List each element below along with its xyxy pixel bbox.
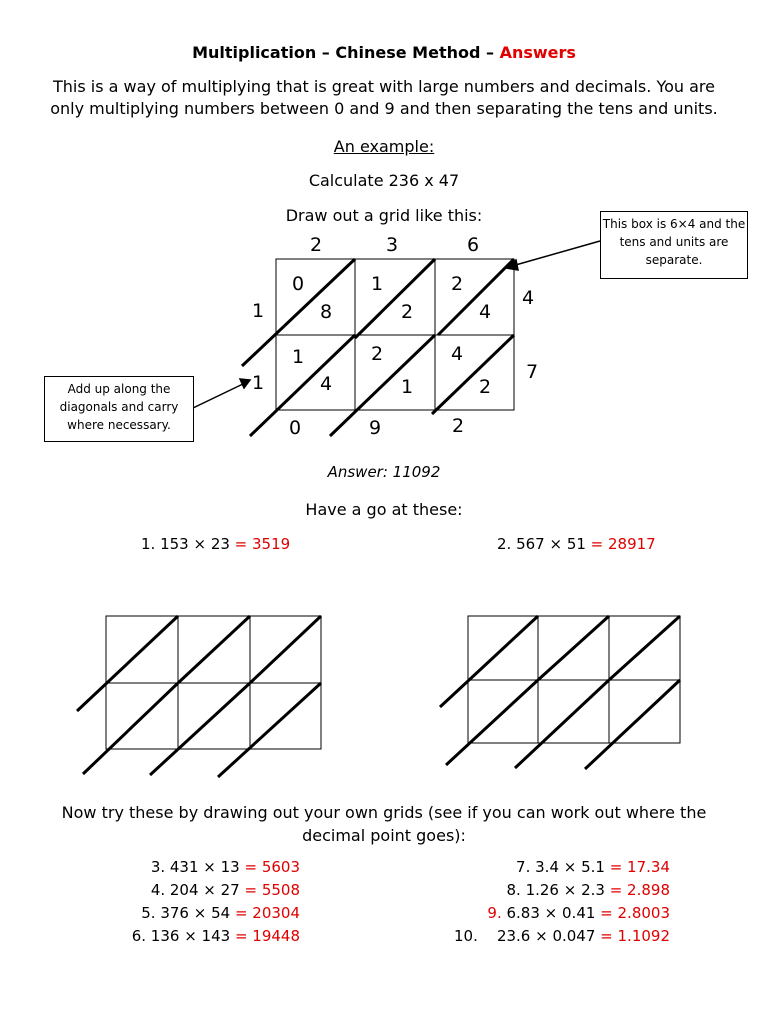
question-text: 6. 136 × 143 bbox=[131, 927, 235, 945]
question-answer: = 3519 bbox=[234, 535, 291, 553]
bottom-sum: 0 bbox=[288, 417, 302, 439]
question-item bbox=[430, 902, 670, 925]
question-text: 8. 1.26 × 2.3 bbox=[506, 881, 610, 899]
example-draw-instruction: Draw out a grid like this: bbox=[285, 206, 483, 225]
example-heading: An example: bbox=[333, 137, 435, 156]
have-a-go-heading: Have a go at these: bbox=[305, 500, 463, 519]
callout-arrow-right bbox=[512, 241, 600, 266]
diagonal-line bbox=[515, 680, 609, 768]
question-answer: = 20304 bbox=[234, 904, 300, 922]
arrowhead-icon bbox=[240, 379, 250, 388]
practice-grid-right bbox=[440, 616, 680, 769]
diagonal-line bbox=[355, 259, 435, 338]
cell-units: 8 bbox=[319, 301, 333, 323]
diagonal-line bbox=[432, 335, 514, 414]
top-digit: 2 bbox=[309, 234, 323, 256]
top-digit: 3 bbox=[385, 234, 399, 256]
callout-add-diagonals: Add up along the diagonals and carry where necessary. bbox=[44, 376, 194, 442]
question-item bbox=[430, 856, 670, 879]
question-item bbox=[60, 879, 300, 902]
diagonal-line bbox=[585, 680, 680, 769]
bottom-sum: 9 bbox=[368, 417, 382, 439]
title-answers: Answers bbox=[499, 43, 576, 62]
cell-units: 2 bbox=[400, 301, 414, 323]
question-item bbox=[60, 925, 300, 948]
question-number: 10. bbox=[454, 927, 478, 945]
diagonal-line bbox=[438, 259, 514, 335]
cell-tens: 2 bbox=[370, 343, 384, 365]
practice-grids bbox=[0, 600, 768, 790]
cell-tens: 1 bbox=[291, 346, 305, 368]
example-calc: Calculate 236 x 47 bbox=[308, 171, 460, 190]
title-main: Multiplication – Chinese Method – bbox=[192, 43, 500, 62]
top-digit: 6 bbox=[466, 234, 480, 256]
question-text: 6.83 × 0.41 bbox=[506, 904, 601, 922]
question-text: 3. 431 × 13 bbox=[150, 858, 245, 876]
diagonal-line bbox=[250, 616, 321, 683]
cell-tens: 1 bbox=[370, 273, 384, 295]
cell-units: 1 bbox=[400, 376, 414, 398]
cell-tens: 0 bbox=[291, 273, 305, 295]
question-answer: = 19448 bbox=[234, 927, 300, 945]
question-item bbox=[60, 902, 300, 925]
question-text: 23.6 × 0.047 bbox=[496, 927, 601, 945]
left-sum: 1 bbox=[251, 372, 265, 394]
question-text: 1. 153 × 23 bbox=[141, 535, 235, 553]
diagonal-line bbox=[178, 616, 250, 683]
right-digit: 4 bbox=[521, 287, 535, 309]
callout-arrow-left bbox=[193, 383, 245, 408]
left-sum: 1 bbox=[251, 300, 265, 322]
question-item bbox=[430, 879, 670, 902]
diagonal-line bbox=[446, 680, 538, 765]
question-2 bbox=[497, 535, 656, 553]
cell-units: 4 bbox=[319, 373, 333, 395]
callout-box-size: This box is 6×4 and the tens and units are separate. bbox=[600, 211, 748, 279]
right-digit: 7 bbox=[525, 361, 539, 383]
cell-units: 2 bbox=[478, 376, 492, 398]
cell-tens: 2 bbox=[450, 273, 464, 295]
diagonal-line bbox=[609, 616, 680, 680]
question-text: 5. 376 × 54 bbox=[141, 904, 235, 922]
question-list-left bbox=[60, 856, 300, 948]
example-answer: Answer: 11092 bbox=[327, 463, 441, 481]
question-text: 4. 204 × 27 bbox=[150, 881, 245, 899]
question-text: 2. 567 × 51 bbox=[497, 535, 591, 553]
question-answer: = 1.1092 bbox=[600, 927, 670, 945]
question-answer: = 2.8003 bbox=[600, 904, 670, 922]
cell-tens: 4 bbox=[450, 343, 464, 365]
question-answer: = 2.898 bbox=[609, 881, 670, 899]
practice-grid-left bbox=[77, 616, 321, 777]
now-try-instructions: Now try these by drawing out your own grids (see if you can work out where the decimal point goes): bbox=[61, 803, 707, 845]
question-item bbox=[430, 925, 670, 948]
question-answer: = 28917 bbox=[590, 535, 656, 553]
question-item bbox=[60, 856, 300, 879]
bottom-sum: 2 bbox=[451, 415, 465, 437]
question-list-right bbox=[430, 856, 670, 948]
question-answer: = 17.34 bbox=[609, 858, 670, 876]
cell-units: 4 bbox=[478, 301, 492, 323]
intro-text: This is a way of multiplying that is great with large numbers and decimals. You are only multiplying numbers between 0 and 9 and then separating the tens and units. bbox=[50, 77, 718, 118]
question-answer: = 5603 bbox=[244, 858, 300, 876]
diagonal-line bbox=[538, 616, 609, 680]
question-answer: = 5508 bbox=[244, 881, 300, 899]
question-text: 7. 3.4 × 5.1 bbox=[516, 858, 610, 876]
question-1 bbox=[141, 535, 290, 553]
question-number: 9. bbox=[487, 904, 507, 922]
